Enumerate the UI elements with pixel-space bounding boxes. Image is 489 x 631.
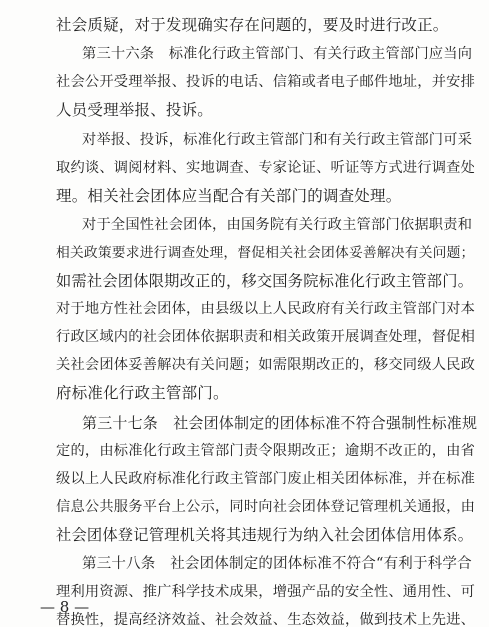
text-line: 相关政策要求进行调查处理，督促相关社会团体妥善解决有关问题； [56, 245, 475, 261]
text-line: 府标准化行政主管部门。 [56, 384, 229, 402]
text-line: 社会质疑，对于发现确实存在问题的，要及时进行改正。 [56, 16, 449, 34]
text-line: 人员受理举报、投诉。 [56, 101, 214, 119]
text-line: 替换性，提高经济效益、社会效益、生态效益，做到技术上先进、 [56, 612, 476, 628]
text-line: 理利用资源、推广科学技术成果，增强产品的安全性、通用性、可 [56, 584, 476, 600]
page-number: — 8 — [40, 598, 90, 616]
article-36-heading-line: 第三十六条 标准化行政主管部门、有关行政主管部门应当向 [82, 46, 473, 62]
text-line: 对于地方性社会团体，由县级以上人民政府有关行政主管部门对本 [56, 301, 476, 317]
text-line: 对于全国性社会团体，由国务院有关行政主管部门依据职责和 [82, 217, 473, 233]
text-line: 社会团体登记管理机关将其违规行为纳入社会团体信用体系。 [56, 526, 474, 544]
text-line: 关社会团体妥善解决有关问题；如需限期改正的，移交同级人民政 [56, 357, 476, 373]
text-line: 信息公共服务平台上公示，同时向社会团体登记管理机关通报，由 [56, 499, 476, 515]
text-line: 定的，由标准化行政主管部门责令限期改正；逾期不改正的，由省 [56, 443, 476, 459]
text-line: 对举报、投诉，标准化行政主管部门和有关行政主管部门可采 [82, 132, 473, 148]
text-line: 取约谈、调阅材料、实地调查、专家论证、听证等方式进行调查处 [56, 160, 476, 176]
text-line: 行政区域内的社会团体依据职责和相关政策开展调查处理，督促相 [56, 329, 476, 345]
text-line: 如需社会团体限期改正的，移交国务院标准化行政主管部门。 [56, 272, 474, 290]
article-38-heading-line: 第三十八条 社会团体制定的团体标准不符合“有利于科学合 [82, 556, 472, 572]
text-line: 级以上人民政府标准化行政主管部门废止相关团体标准，并在标准 [56, 471, 476, 487]
text-line: 社会公开受理举报、投诉的电话、信箱或者电子邮件地址，并安排 [56, 74, 476, 90]
text-line: 理。相关社会团体应当配合有关部门的调查处理。 [56, 187, 402, 205]
article-37-heading-line: 第三十七条 社会团体制定的团体标准不符合强制性标准规 [82, 414, 478, 432]
